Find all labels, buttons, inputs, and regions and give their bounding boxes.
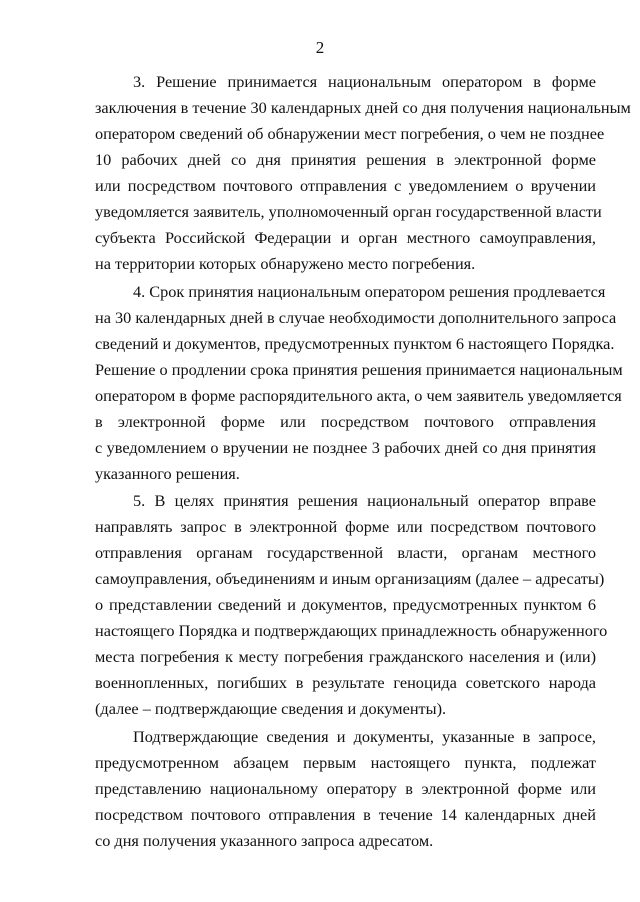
paragraph-6-line: представлению национальному оператору в электронной форме или xyxy=(95,779,596,798)
paragraph-5-line: о представлении сведений и документов, предусмотренных пунктом 6 xyxy=(95,595,596,614)
paragraph-4-line: оператором в форме распорядительного акта, о чем заявитель уведомляется xyxy=(95,386,622,405)
paragraph-4-line: сведений и документов, предусмотренных пунктом 6 настоящего Порядка. xyxy=(95,334,615,353)
paragraph-4-line: с уведомлением о вручении не позднее 3 рабочих дней со дня принятия xyxy=(95,438,596,457)
paragraph-3-line: уведомляется заявитель, уполномоченный орган государственной власти xyxy=(95,202,602,221)
paragraph-5-line: военнопленных, погибших в результате геноцида советского народа xyxy=(95,673,596,692)
paragraph-3-line: субъекта Российской Федерации и орган местного самоуправления, xyxy=(95,228,596,247)
paragraph-4-line: на 30 календарных дней в случае необходимости дополнительного запроса xyxy=(95,308,617,327)
paragraph-5-line: направлять запрос в электронной форме или посредством почтового xyxy=(95,517,596,536)
paragraph-3-line: оператором сведений об обнаружении мест погребения, о чем не позднее xyxy=(95,124,605,143)
paragraph-3-line: 10 рабочих дней со дня принятия решения в электронной форме xyxy=(95,150,596,169)
page-number: 2 xyxy=(315,38,325,57)
paragraph-5-line: отправления органам государственной власти, органам местного xyxy=(95,543,596,562)
paragraph-3-line: или посредством почтового отправления с уведомлением о вручении xyxy=(95,176,596,195)
paragraph-5-line: (далее – подтверждающие сведения и документы). xyxy=(95,699,447,718)
paragraph-3-line: заключения в течение 30 календарных дней со дня получения национальным xyxy=(95,98,631,117)
paragraph-4-line: 4. Срок принятия национальным оператором решения продлевается xyxy=(133,282,606,301)
paragraph-5-line: 5. В целях принятия решения национальный оператор вправе xyxy=(133,491,596,510)
paragraph-4-line: указанного решения. xyxy=(95,464,240,483)
paragraph-4-line: Решение о продлении срока принятия решения принимается национальным xyxy=(95,360,623,379)
paragraph-5-line: настоящего Порядка и подтверждающих принадлежность обнаруженного xyxy=(95,621,608,640)
paragraph-4-line: в электронной форме или посредством почтового отправления xyxy=(95,412,596,431)
paragraph-3-line: на территории которых обнаружено место погребения. xyxy=(95,254,476,273)
paragraph-5-line: места погребения к месту погребения гражданского населения и (или) xyxy=(95,647,596,666)
paragraph-5-line: самоуправления, объединениям и иным организациям (далее – адресаты) xyxy=(95,569,605,588)
paragraph-3-line: 3. Решение принимается национальным оператором в форме xyxy=(133,72,596,91)
paragraph-6-line: предусмотренном абзацем первым настоящего пункта, подлежат xyxy=(95,753,596,772)
paragraph-6-line: посредством почтового отправления в течение 14 календарных дней xyxy=(95,805,596,824)
paragraph-6-line: со дня получения указанного запроса адресатом. xyxy=(95,831,434,850)
paragraph-6-line: Подтверждающие сведения и документы, указанные в запросе, xyxy=(133,727,596,746)
